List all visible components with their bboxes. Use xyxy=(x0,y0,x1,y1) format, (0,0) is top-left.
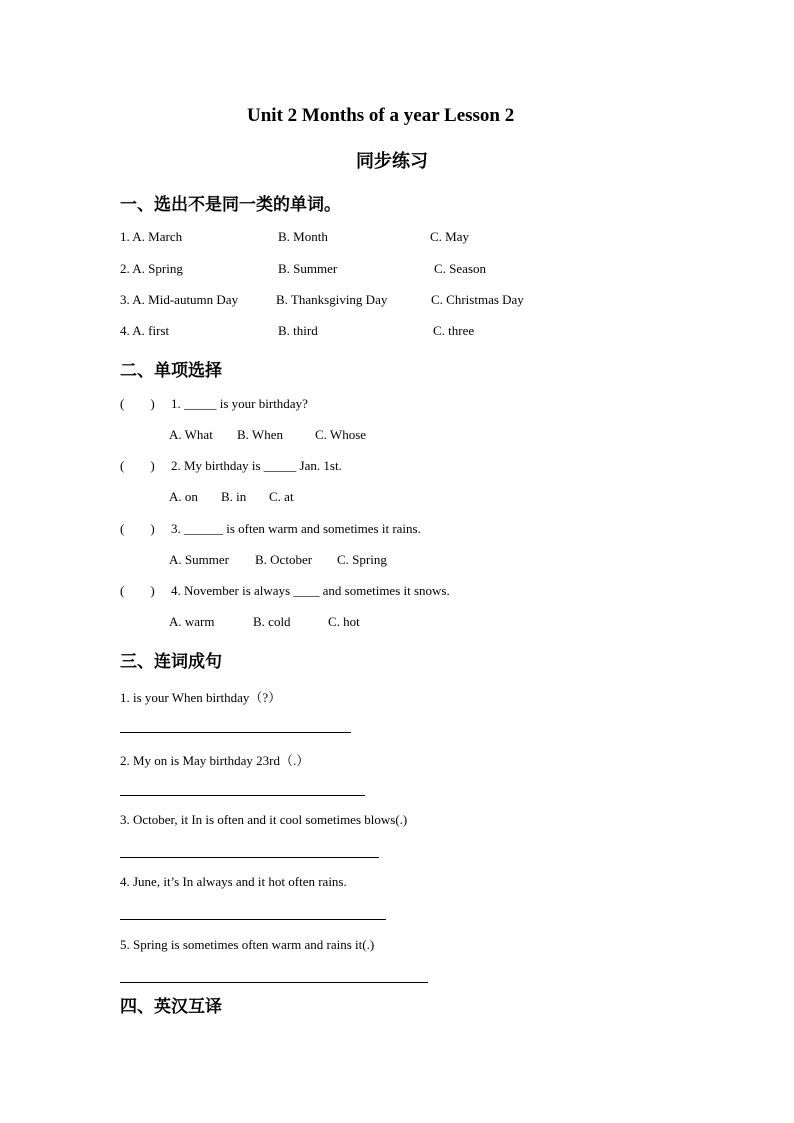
p2-q1-question: 1. _____ is your birthday? xyxy=(171,396,308,411)
p3-q5-prompt: 5. Spring is sometimes often warm and rains it(.) xyxy=(120,937,375,952)
p3-q1-prompt: 1. is your When birthday（?） xyxy=(120,690,282,705)
p2-q1-answer-paren: ( ) xyxy=(120,396,155,411)
p2-q1-opt-a: A. What xyxy=(169,427,213,442)
worksheet-subtitle: 同步练习 xyxy=(356,151,428,172)
section-heading-4: 四、英汉互译 xyxy=(120,997,222,1017)
p1-q3-b: B. Thanksgiving Day xyxy=(276,292,388,307)
p2-q4-answer-paren: ( ) xyxy=(120,583,155,598)
p2-q2-opt-b: B. in xyxy=(221,489,247,504)
p2-q3-opt-c: C. Spring xyxy=(337,552,387,567)
p3-q1-answer-line xyxy=(120,732,351,733)
p1-q1-b: B. Month xyxy=(278,229,328,244)
p3-q3-answer-line xyxy=(120,857,379,858)
p3-q5-answer-line xyxy=(120,982,428,983)
p2-q3-opt-b: B. October xyxy=(255,552,313,567)
section-heading-2: 二、单项选择 xyxy=(120,361,222,381)
p3-q3-prompt: 3. October, it In is often and it cool sometimes blows(.) xyxy=(120,812,408,827)
p1-q2-a: 2. A. Spring xyxy=(120,261,183,276)
worksheet-title: Unit 2 Months of a year Lesson 2 xyxy=(247,105,515,126)
p2-q2-answer-paren: ( ) xyxy=(120,458,155,473)
p2-q3-opt-a: A. Summer xyxy=(169,552,229,567)
p1-q4-c: C. three xyxy=(433,323,475,338)
p2-q4-question: 4. November is always ____ and sometimes it snows. xyxy=(171,583,450,598)
p1-q1-c: C. May xyxy=(430,229,469,244)
p2-q4-opt-c: C. hot xyxy=(328,614,360,629)
p1-q4-b: B. third xyxy=(278,323,318,338)
p1-q2-c: C. Season xyxy=(434,261,486,276)
p2-q2-opt-c: C. at xyxy=(269,489,294,504)
p1-q4-a: 4. A. first xyxy=(120,323,170,338)
p2-q3-answer-paren: ( ) xyxy=(120,521,155,536)
p2-q2-question: 2. My birthday is _____ Jan. 1st. xyxy=(171,458,342,473)
section-heading-3: 三、连词成句 xyxy=(120,652,222,672)
p2-q2-opt-a: A. on xyxy=(169,489,198,504)
p1-q1-a: 1. A. March xyxy=(120,229,183,244)
p1-q3-c: C. Christmas Day xyxy=(431,292,524,307)
p2-q4-opt-b: B. cold xyxy=(253,614,291,629)
p3-q4-answer-line xyxy=(120,919,386,920)
p2-q1-opt-c: C. Whose xyxy=(315,427,367,442)
p2-q1-opt-b: B. When xyxy=(237,427,283,442)
section-heading-1: 一、选出不是同一类的单词。 xyxy=(120,195,341,215)
p3-q4-prompt: 4. June, it’s In always and it hot often rains. xyxy=(120,874,347,889)
p1-q2-b: B. Summer xyxy=(278,261,338,276)
p3-q2-answer-line xyxy=(120,795,365,796)
p2-q3-question: 3. ______ is often warm and sometimes it rains. xyxy=(171,521,421,536)
p2-q4-opt-a: A. warm xyxy=(169,614,215,629)
p1-q3-a: 3. A. Mid-autumn Day xyxy=(120,292,239,307)
p3-q2-prompt: 2. My on is May birthday 23rd（.） xyxy=(120,753,310,768)
